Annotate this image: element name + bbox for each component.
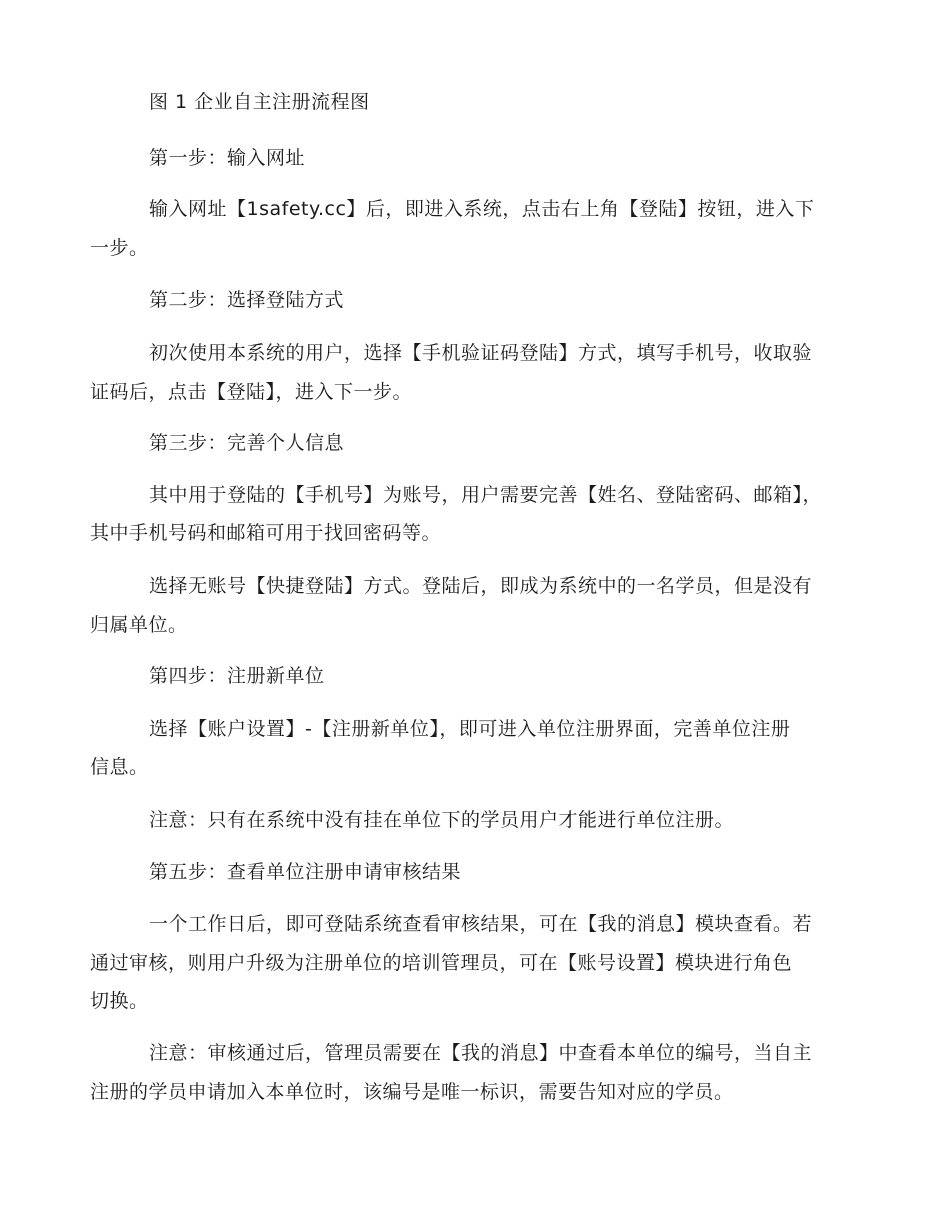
- step3-alt-line2: 归属单位。: [90, 614, 188, 636]
- step5-heading: 第五步：查看单位注册申请审核结果: [149, 861, 462, 883]
- step4-text-line1: 选择【账户设置】-【注册新单位】，即可进入单位注册界面，完善单位注册: [149, 718, 791, 740]
- step4-heading: 第四步：注册新单位: [149, 665, 325, 687]
- step3-text-line2: 其中手机号码和邮箱可用于找回密码等。: [90, 522, 442, 544]
- step3-heading: 第三步：完善个人信息: [149, 432, 345, 454]
- step1-heading: 第一步：输入网址: [149, 147, 306, 169]
- step2-text-line2: 证码后，点击【登陆】，进入下一步。: [90, 381, 413, 403]
- step4-note: 注意：只有在系统中没有挂在单位下的学员用户才能进行单位注册。: [149, 809, 735, 831]
- step5-text-line3: 切换。: [90, 990, 149, 1012]
- step5-text-line2: 通过审核，则用户升级为注册单位的培训管理员，可在【账号设置】模块进行角色: [90, 952, 793, 974]
- step5-note-line2: 注册的学员申请加入本单位时，该编号是唯一标识，需要告知对应的学员。: [90, 1081, 734, 1103]
- step1-text-line1: 输入网址【1safety.cc】后，即进入系统，点击右上角【登陆】按钮，进入下: [149, 198, 815, 220]
- step3-text-line1: 其中用于登陆的【手机号】为账号，用户需要完善【姓名、登陆密码、邮箱】，: [149, 484, 823, 506]
- step4-text-line2: 信息。: [90, 756, 149, 778]
- step3-alt-line1: 选择无账号【快捷登陆】方式。登陆后，即成为系统中的一名学员，但是没有: [149, 575, 813, 597]
- step5-note-line1: 注意：审核通过后，管理员需要在【我的消息】中查看本单位的编号，当自主: [149, 1042, 813, 1064]
- step1-text-line2: 一步。: [90, 237, 149, 259]
- figure-caption: 图 1 企业自主注册流程图: [149, 91, 370, 113]
- step2-text-line1: 初次使用本系统的用户，选择【手机验证码登陆】方式，填写手机号，收取验: [149, 342, 813, 364]
- step5-text-line1: 一个工作日后，即可登陆系统查看审核结果，可在【我的消息】模块查看。若: [149, 913, 813, 935]
- step2-heading: 第二步：选择登陆方式: [149, 289, 345, 311]
